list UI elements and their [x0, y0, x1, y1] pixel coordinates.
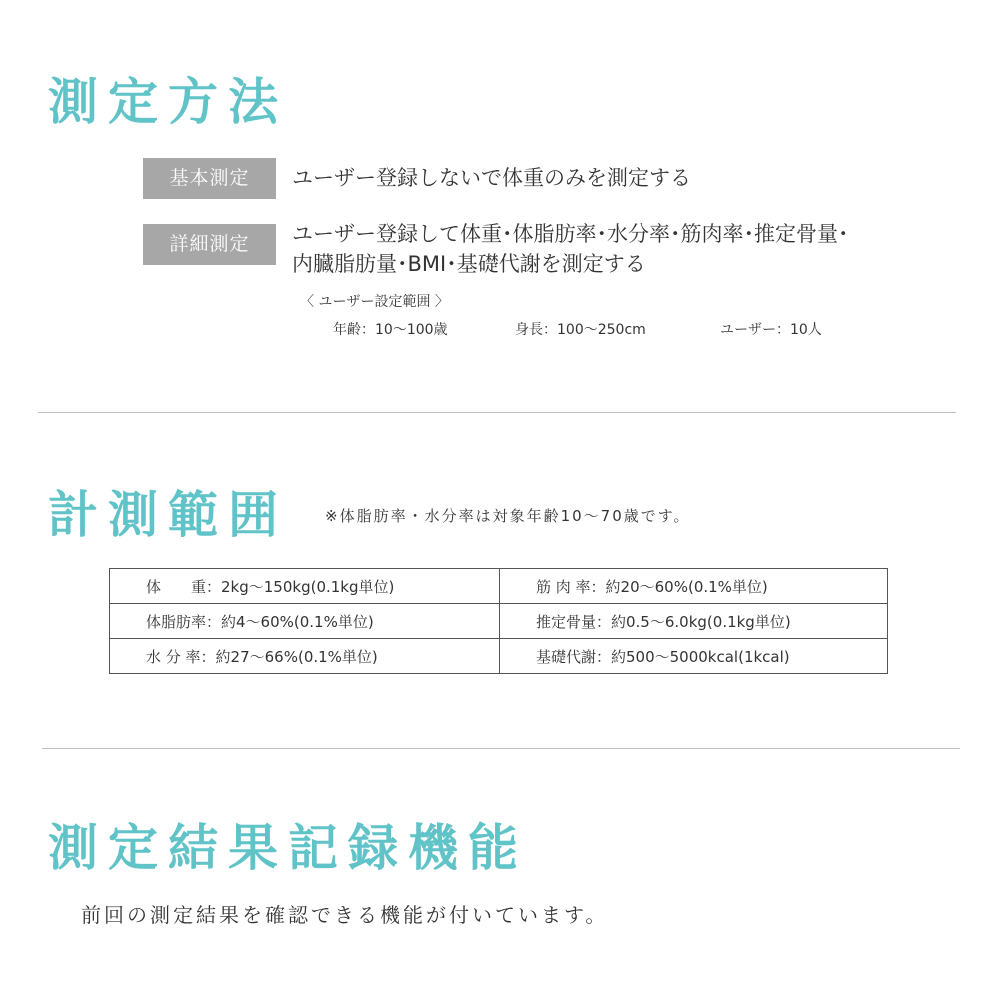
table-row — [110, 569, 888, 604]
user-settings-height: 身長：100～250cm — [515, 322, 646, 338]
table-cell-basal-metabolism: 基礎代謝：約500～5000kcal(1kcal) — [500, 639, 888, 674]
basic-measurement-description: ユーザー登録しないで体重のみを測定する — [292, 166, 691, 190]
table-row — [110, 639, 888, 674]
basic-measurement-badge: 基本測定 — [143, 158, 276, 199]
detailed-measurement-description-line2: 内臓脂肪量･BMI･基礎代謝を測定する — [292, 252, 646, 276]
user-settings-age: 年齢：10～100歳 — [333, 322, 448, 338]
table-row — [110, 604, 888, 639]
detailed-measurement-description-line1: ユーザー登録して体重･体脂肪率･水分率･筋肉率･推定骨量･ — [292, 222, 849, 246]
user-settings-user-count: ユーザー：10人 — [720, 322, 822, 338]
measurement-range-table — [109, 568, 888, 674]
section-title-measurement-range: 計測範囲 — [48, 486, 288, 544]
table-cell-water-rate: 水 分 率：約27～66%(0.1%単位) — [110, 639, 500, 674]
table-cell-body-fat-rate: 体脂肪率：約4～60%(0.1%単位) — [110, 604, 500, 639]
section-title-result-record-function: 測定結果記録機能 — [48, 819, 528, 877]
section-title-measurement-method: 測定方法 — [48, 73, 288, 131]
section-divider — [38, 412, 956, 413]
table-cell-estimated-bone-mass: 推定骨量：約0.5～6.0kg(0.1kg単位) — [500, 604, 888, 639]
user-settings-range-heading: 〈 ユーザー設定範囲 〉 — [300, 294, 449, 310]
table-cell-muscle-rate: 筋 肉 率：約20～60%(0.1%単位) — [500, 569, 888, 604]
section-divider — [42, 748, 960, 749]
result-record-description: 前回の測定結果を確認できる機能が付いています。 — [81, 903, 609, 927]
measurement-range-note: ※体脂肪率・水分率は対象年齢10～70歳です。 — [325, 507, 691, 525]
detailed-measurement-badge: 詳細測定 — [143, 224, 276, 265]
table-cell-weight: 体 重：2kg～150kg(0.1kg単位) — [110, 569, 500, 604]
